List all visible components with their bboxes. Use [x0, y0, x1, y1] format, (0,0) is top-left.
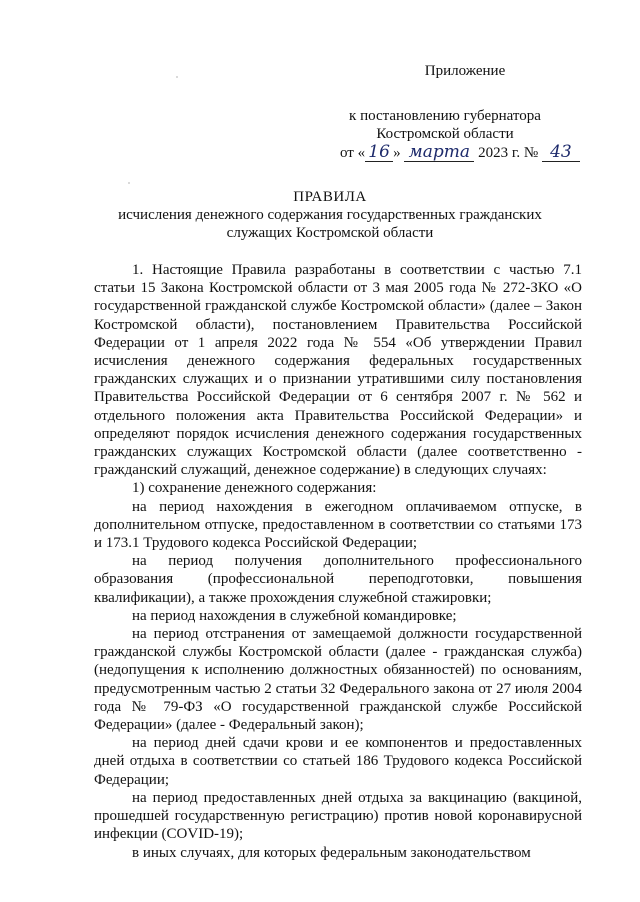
document-body	[94, 261, 582, 862]
paragraph: на период получения дополнительного профессионального образования (профессиональной переподготовки, повышения квалификации), а также прохождения служебной стажировки;	[94, 553, 582, 606]
title-block	[60, 188, 600, 243]
paragraph: в иных случаях, для которых федеральным законодательством	[132, 844, 531, 861]
date-prefix: от «	[340, 145, 366, 161]
document-subtitle-line: служащих Костромской области	[226, 225, 434, 242]
region-name: Костромской области	[376, 126, 514, 142]
paragraph: на период нахождения в служебной командировке;	[132, 607, 457, 624]
date-year: 2023 г. №	[478, 145, 539, 161]
scan-speck	[128, 182, 130, 184]
date-quote-close: »	[393, 145, 401, 161]
paragraph: на период дней сдачи крови и ее компонентов и предоставленных дней отдыха в соответствии со статьей 186 Трудового кодекса Российской Федерации;	[94, 735, 582, 788]
handwritten-month: марта	[404, 143, 474, 162]
scan-speck	[176, 76, 178, 78]
document-subtitle-line: исчисления денежного содержания государственных гражданских	[118, 207, 542, 224]
handwritten-day: 16	[365, 143, 393, 162]
paragraph: на период отстранения от замещаемой должности государственной гражданской службы Костромской области (далее - гражданская служба) (недопущения к исполнению должностных обязанностей) по основаниям, предусмотренным частью 2 статьи 32 Федерального закона от 27 июля 2004 года № 79-ФЗ «О государственной гражданской службе Российской Федерации» (далее - Федеральный закон);	[94, 626, 582, 734]
date-line	[340, 143, 600, 162]
paragraph: 1) сохранение денежного содержания:	[132, 480, 377, 497]
resolution-reference: к постановлению губернатора	[349, 108, 541, 124]
appendix-label: Приложение	[424, 63, 506, 79]
handwritten-doc-number: 43	[542, 143, 580, 162]
document-title: ПРАВИЛА	[293, 189, 367, 205]
paragraph: на период предоставленных дней отдыха за вакцинацию (вакциной, прошедшей государственную регистрацию) против новой коронавирусной инфекции (COVID-19);	[94, 789, 582, 843]
paragraph: на период нахождения в ежегодном оплачиваемом отпуске, в дополнительном отпуске, предоставленном в соответствии со статьями 173 и 173.1 Трудового кодекса Российской Федерации;	[94, 498, 582, 552]
paragraph: 1. Настоящие Правила разработаны в соответствии с частью 7.1 статьи 15 Закона Костромской области от 3 мая 2005 года № 272-ЗКО «О государственной гражданской службе Костромской области» (далее – Закон Костромской области), постановлением Правительства Российской Федерации от 1 апреля 2022 года № 554 «Об утверждении Правил исчисления денежного содержания федеральных государственных гражданских служащих и о признании утратившими силу постановления Правительства Российской Федерации от 6 сентября 2007 г. № 562 и отдельного положения акта Правительства Российской Федерации» и определяют порядок исчисления денежного содержания государственных гражданских служащих Костромской области (далее соответственно - гражданский служащий, денежное содержание) в следующих случаях:	[94, 262, 582, 479]
